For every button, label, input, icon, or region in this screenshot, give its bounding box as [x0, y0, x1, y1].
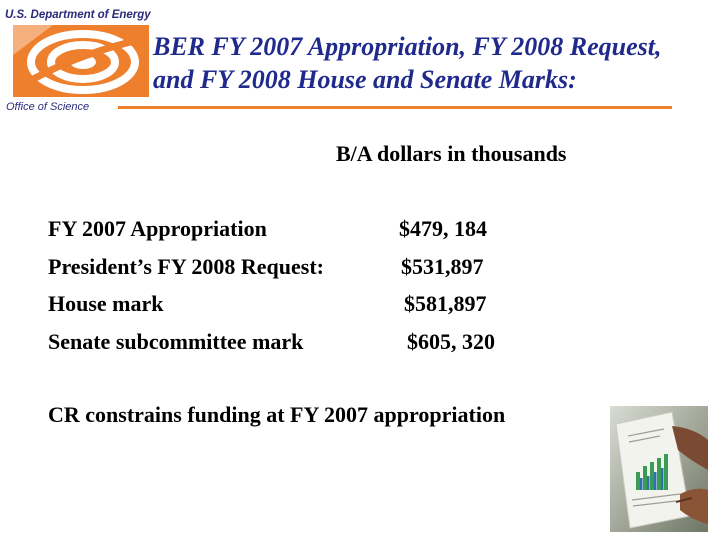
header-divider [118, 106, 672, 109]
row-amount: $605, 320 [407, 329, 495, 354]
row-label: FY 2007 Appropriation [48, 216, 267, 241]
cr-note: CR constrains funding at FY 2007 appropriation [48, 402, 506, 427]
row-amount: $531,897 [401, 254, 484, 279]
row-label: Senate subcommittee mark [48, 329, 304, 354]
funding-row [48, 214, 487, 244]
units-subtitle: B/A dollars in thousands [336, 141, 567, 166]
funding-row [48, 327, 495, 357]
funding-row [48, 252, 484, 282]
row-amount: $479, 184 [399, 216, 487, 241]
funding-row [48, 289, 487, 319]
row-label: House mark [48, 291, 164, 316]
office-label: Office of Science [6, 101, 90, 113]
financial-report-photo [610, 406, 708, 532]
slide-title [153, 30, 713, 96]
row-label: President’s FY 2008 Request: [48, 254, 324, 279]
doe-logo-icon [13, 25, 149, 97]
title-line-1: BER FY 2007 Appropriation, FY 2008 Request, [153, 32, 662, 61]
agency-label: U.S. Department of Energy [5, 9, 151, 21]
title-line-2: and FY 2008 House and Senate Marks: [153, 65, 577, 94]
row-amount: $581,897 [404, 291, 487, 316]
